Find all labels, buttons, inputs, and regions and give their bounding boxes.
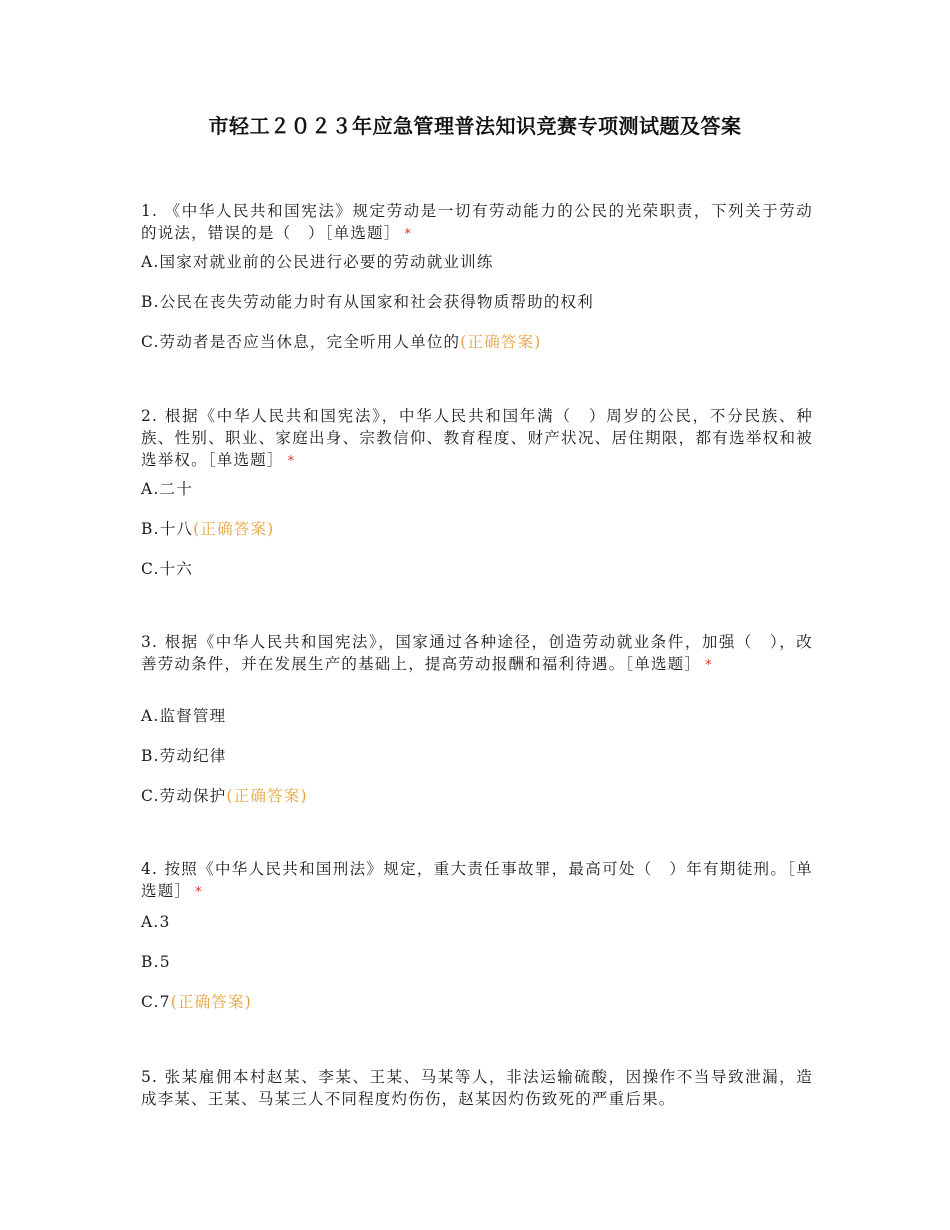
option-label: A.二十 <box>141 480 193 498</box>
correct-answer-mark: (正确答案) <box>193 520 275 538</box>
option-c <box>141 991 252 1013</box>
question-text <box>141 858 813 904</box>
question-5 <box>141 1066 813 1110</box>
option-c <box>141 558 193 580</box>
question-3 <box>141 631 813 805</box>
option-label: B.十八 <box>141 520 194 538</box>
required-star: * <box>404 227 413 242</box>
option-label: B.公民在丧失劳动能力时有从国家和社会获得物质帮助的权利 <box>141 293 594 311</box>
option-label: C.7 <box>141 993 171 1011</box>
question-2 <box>141 405 813 578</box>
correct-answer-mark: (正确答案) <box>170 993 252 1011</box>
question-4-text: 4. 按照《中华人民共和国刑法》规定，重大责任事故罪，最高可处（ ）年有期徒刑。［单选题］ <box>141 860 813 900</box>
question-1-text: 1. 《中华人民共和国宪法》规定劳动是一切有劳动能力的公民的光荣职责，下列关于劳动的说法，错误的是（ ）［单选题］ <box>141 202 813 242</box>
required-star: * <box>195 885 203 900</box>
option-label: C.十六 <box>141 560 194 578</box>
option-a <box>141 705 226 727</box>
option-label: B.劳动纪律 <box>141 747 227 765</box>
document-title: 市轻工２０２３年应急管理普法知识竞赛专项测试题及答案 <box>208 114 742 138</box>
question-text <box>141 1066 813 1110</box>
required-star: * <box>287 454 296 469</box>
option-b <box>141 951 171 973</box>
option-a <box>141 911 171 933</box>
question-2-text: 2. 根据《中华人民共和国宪法》，中华人民共和国年满（ ）周岁的公民，不分民族、种族、性别、职业、家庭出身、宗教信仰、教育程度、财产状况、居住期限，都有选举权和被选举权。［单选题］ <box>141 407 813 469</box>
option-a <box>141 478 193 500</box>
option-label: C.劳动保护 <box>141 787 227 805</box>
option-b <box>141 291 594 313</box>
question-text <box>141 631 813 677</box>
option-label: B.5 <box>141 953 171 971</box>
question-text <box>141 200 813 246</box>
option-label: A.3 <box>141 913 171 931</box>
required-star: * <box>705 658 713 673</box>
option-c <box>141 331 542 353</box>
option-b <box>141 745 227 767</box>
option-c <box>141 785 308 807</box>
option-a <box>141 251 494 273</box>
question-text <box>141 405 813 473</box>
question-5-text: 5. 张某雇佣本村赵某、李某、王某、马某等人，非法运输硫酸，因操作不当导致泄漏，造成李某、王某、马某三人不同程度灼伤伤，赵某因灼伤致死的严重后果。 <box>141 1068 813 1108</box>
option-label: A.国家对就业前的公民进行必要的劳动就业训练 <box>141 253 494 271</box>
question-4 <box>141 858 813 1011</box>
correct-answer-mark: (正确答案) <box>226 787 308 805</box>
option-b <box>141 518 274 540</box>
option-label: C.劳动者是否应当休息，完全听用人单位的 <box>141 333 461 351</box>
option-label: A.监督管理 <box>141 707 227 725</box>
correct-answer-mark: (正确答案) <box>460 333 542 351</box>
question-3-text: 3. 根据《中华人民共和国宪法》，国家通过各种途径，创造劳动就业条件，加强（ ），改善劳动条件，并在发展生产的基础上，提高劳动报酬和福利待遇。［单选题］ <box>141 633 813 673</box>
question-1 <box>141 200 813 351</box>
